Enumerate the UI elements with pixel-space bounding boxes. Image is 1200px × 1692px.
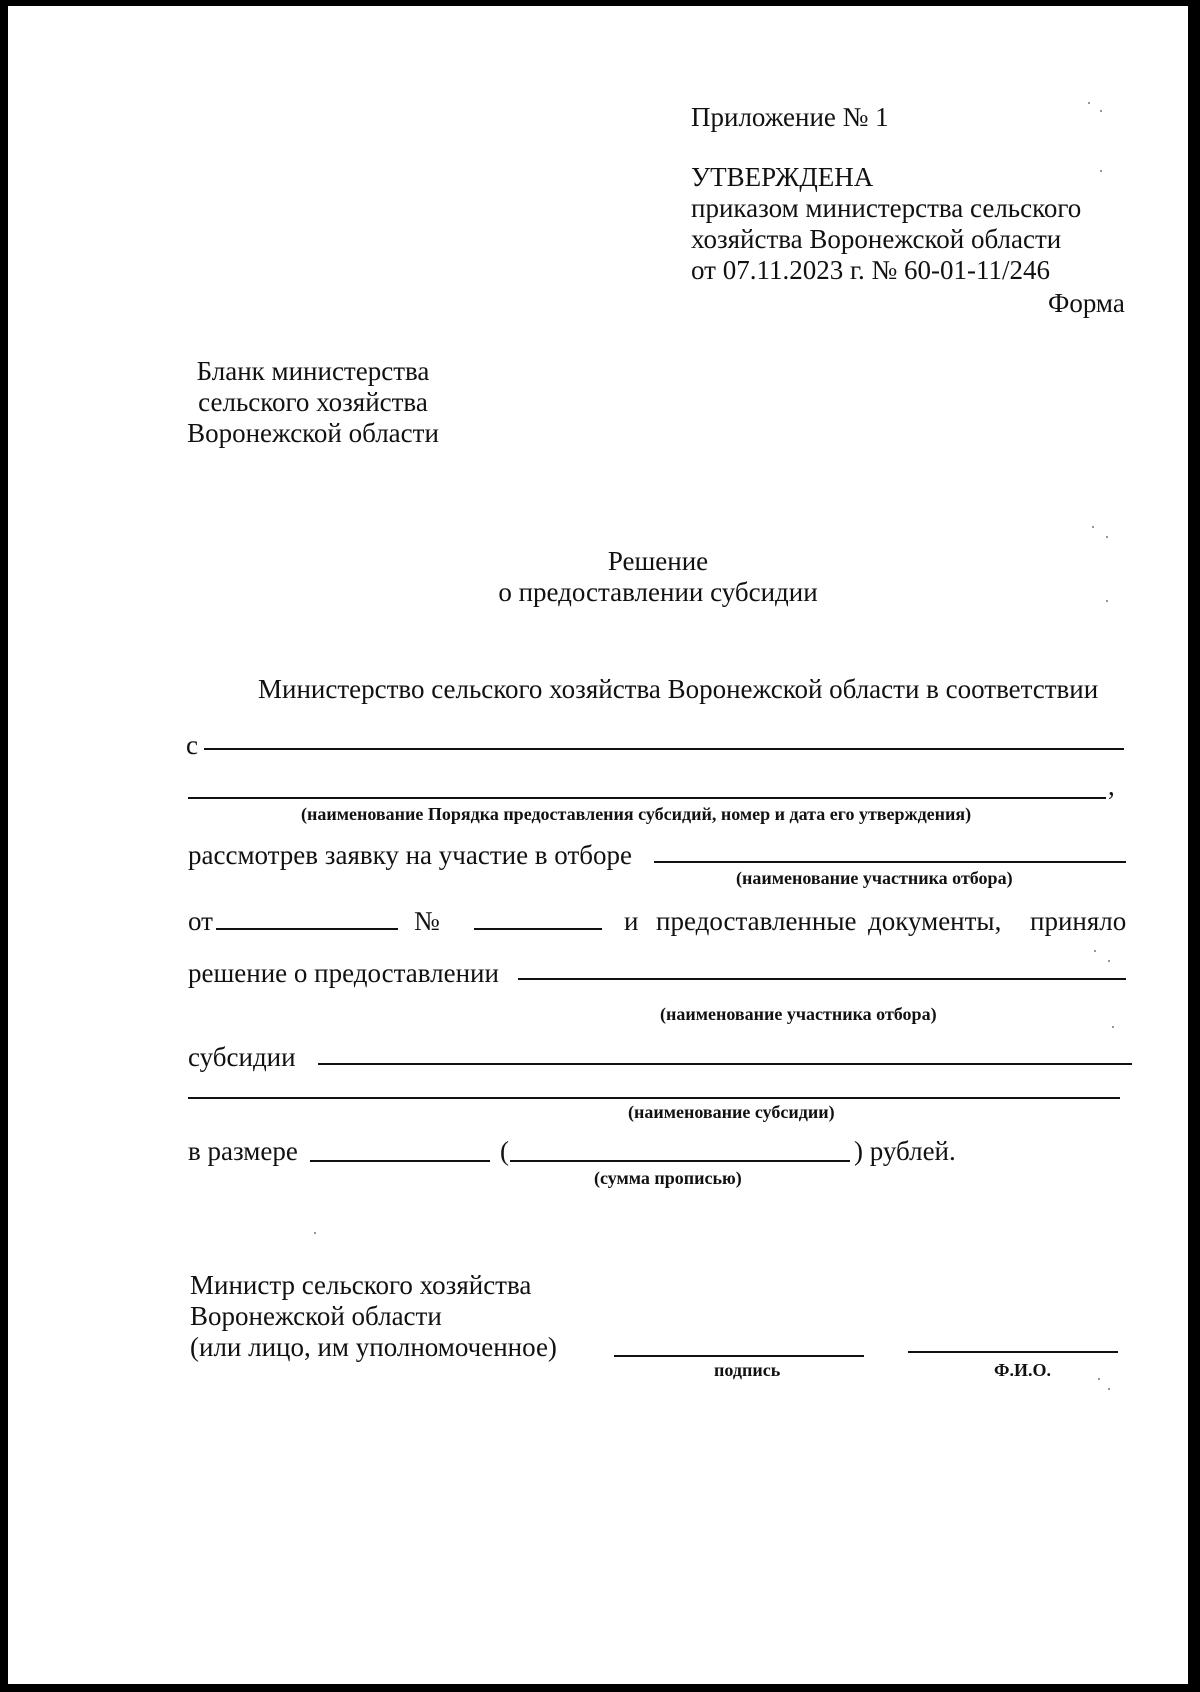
full-name-caption: Ф.И.О.	[994, 1360, 1051, 1380]
subsidy-caption: (наименование субсидии)	[628, 1102, 835, 1122]
scan-speck	[1108, 1388, 1110, 1390]
scan-speck	[1106, 536, 1108, 538]
with-label: с	[186, 730, 198, 760]
scan-speck	[1092, 526, 1094, 528]
documents-text: документы,	[868, 906, 1002, 936]
amount-digits-line[interactable]	[310, 1160, 490, 1162]
document-page	[8, 6, 1188, 1684]
number-line[interactable]	[474, 928, 602, 930]
approval-order-line-1: приказом министерства сельского	[691, 193, 1082, 223]
scan-speck	[1100, 110, 1102, 112]
provided-text: предоставленные	[656, 906, 857, 936]
signatory-line-3: (или лицо, им уполномоченное)	[190, 1332, 557, 1362]
scan-speck	[1112, 1026, 1114, 1028]
scan-speck	[1098, 1378, 1100, 1380]
subsidy-text: субсидии	[188, 1042, 296, 1072]
approved-label: УТВЕРЖДЕНА	[691, 162, 874, 192]
scan-speck	[1094, 950, 1096, 952]
signatory-line-1: Министр сельского хозяйства	[190, 1270, 532, 1300]
scan-speck	[1088, 102, 1090, 104]
blank-line-3: Воронежской области	[187, 418, 439, 448]
appendix-label: Приложение № 1	[691, 102, 889, 132]
scan-speck	[1106, 600, 1108, 602]
form-label: Форма	[1048, 288, 1125, 318]
participant-line-1[interactable]	[654, 861, 1126, 863]
order-comma: ,	[1108, 771, 1115, 801]
accepted-text: приняло	[1030, 906, 1127, 936]
participant-caption-1: (наименование участника отбора)	[736, 868, 1013, 888]
intro-text: Министерство сельского хозяйства Воронежской области в соответствии	[258, 674, 1099, 704]
amount-label: в размере	[188, 1136, 298, 1166]
decision-text: решение о предоставлении	[188, 958, 499, 988]
date-line[interactable]	[216, 928, 398, 930]
scan-speck	[1108, 960, 1110, 962]
document-subtitle: о предоставлении субсидии	[498, 577, 818, 607]
from-label: от	[188, 906, 213, 936]
reviewed-text: рассмотрев заявку на участие в отборе	[188, 840, 632, 870]
signature-caption: подпись	[714, 1360, 781, 1380]
full-name-line[interactable]	[908, 1351, 1118, 1353]
order-name-line[interactable]	[204, 748, 1124, 750]
amount-words-line[interactable]	[510, 1160, 850, 1162]
amount-currency: ) рублей.	[854, 1136, 956, 1166]
number-sign: №	[414, 906, 440, 936]
amount-paren-open: (	[500, 1136, 509, 1166]
participant-caption-2: (наименование участника отбора)	[660, 1004, 937, 1024]
signature-line[interactable]	[614, 1355, 864, 1357]
amount-caption: (сумма прописью)	[594, 1168, 742, 1188]
scan-speck	[314, 1232, 316, 1234]
blank-line-2: сельского хозяйства	[198, 387, 428, 417]
signatory-line-2: Воронежской области	[190, 1301, 442, 1331]
subsidy-name-line-2[interactable]	[188, 1097, 1120, 1099]
blank-line-1: Бланк министерства	[196, 356, 430, 386]
approval-order-line-3: от 07.11.2023 г. № 60-01-11/246	[691, 255, 1050, 285]
document-title: Решение	[607, 546, 709, 576]
order-caption: (наименование Порядка предоставления субсидий, номер и дата его утверждения)	[301, 804, 972, 824]
subsidy-name-line[interactable]	[318, 1063, 1132, 1065]
participant-line-2[interactable]	[518, 978, 1126, 980]
and-text: и	[624, 906, 639, 936]
scan-speck	[1100, 170, 1102, 172]
order-name-line-2[interactable]	[188, 797, 1106, 799]
approval-order-line-2: хозяйства Воронежской области	[691, 224, 1062, 254]
